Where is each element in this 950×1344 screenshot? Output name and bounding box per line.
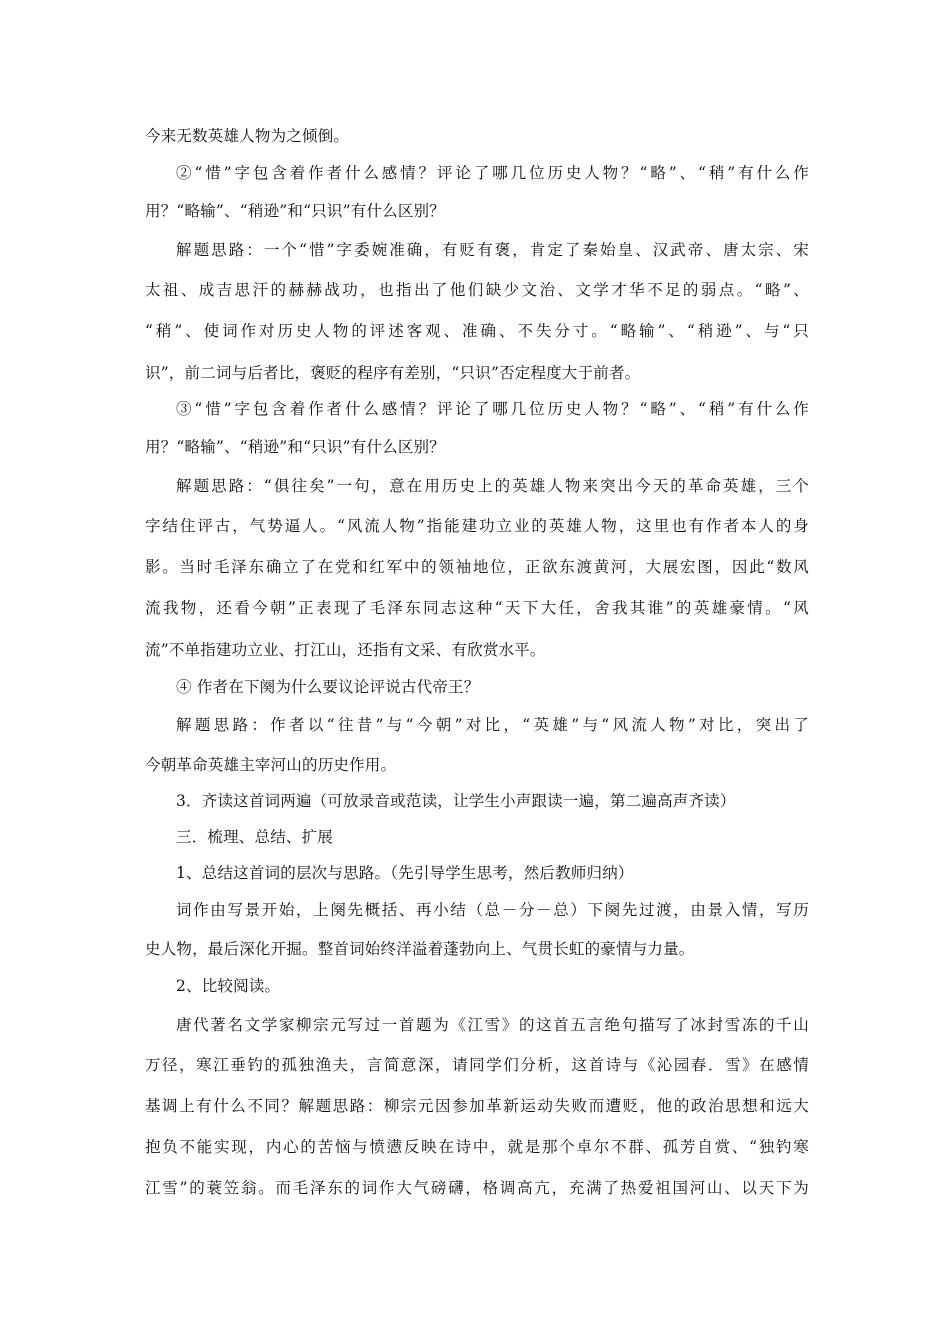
text-line-7: 识”，前二词与后者比，褒贬的程序有差别，“只识”否定程度大于前者。 <box>145 364 641 382</box>
text-line-25: 万径，寒江垂钓的孤独渔夫，言简意深，请同学们分析，这首诗与《沁园春．雪》在感情 <box>145 1056 809 1074</box>
text-line-5: 太祖、成吉思汗的赫赫战功，也指出了他们缺少文治、文学才华不足的弱点。“略”、 <box>145 281 809 299</box>
text-line-24: 唐代著名文学家柳宗元写过一首题为《江雪》的这首五言绝句描写了冰封雪冻的千山 <box>176 1016 809 1034</box>
text-line-28: 江雪”的蓑笠翁。而毛泽东的词作大气磅礴，格调高亢，充满了热爱祖国河山、以天下为 <box>145 1179 809 1197</box>
text-line-27: 抱负不能实现，内心的苦恼与愤懑反映在诗中，就是那个卓尔不群、孤芳自赏、“独钓寒 <box>145 1138 809 1156</box>
text-line-26: 基调上有什么不同？解题思路：柳宗元因参加革新运动失败而遭贬，他的政治思想和远大 <box>145 1097 809 1115</box>
text-line-14: 流”不单指建功立业、打江山，还指有文采、有欣赏水平。 <box>145 641 546 659</box>
text-line-10: 解题思路：“俱往矣”一句，意在用历史上的英雄人物来突出今天的革命英雄，三个 <box>176 477 809 495</box>
text-line-19: 三．梳理、总结、扩展 <box>176 828 334 846</box>
text-line-15: ④ 作者在下阕为什么要议论评说古代帝王？ <box>176 678 480 696</box>
text-line-23: 2、比较阅读。 <box>176 977 281 995</box>
text-line-2: ②“惜”字包含着作者什么感情？评论了哪几位历史人物？“略”、“稍”有什么作 <box>176 164 809 182</box>
text-line-9: 用？“略输”、“稍逊”和“只识”有什么区别？ <box>145 438 445 456</box>
text-line-16: 解题思路：作者以“往昔”与“今朝”对比，“英雄”与“风流人物”对比，突出了 <box>176 716 809 734</box>
text-line-22: 史人物，最后深化开掘。整首词始终洋溢着蓬勃向上、气贯长虹的豪情与力量。 <box>145 940 695 958</box>
text-line-17: 今朝革命英雄主宰河山的历史作用。 <box>145 756 397 774</box>
text-line-12: 影。当时毛泽东确立了在党和红军中的领袖地位，正欲东渡黄河，大展宏图，因此“数风 <box>145 558 809 576</box>
text-line-4: 解题思路：一个“惜”字委婉准确，有贬有褒，肯定了秦始皇、汉武帝、唐太宗、宋 <box>176 241 809 259</box>
text-line-1: 今来无数英雄人物为之倾倒。 <box>145 127 350 145</box>
text-line-21: 词作由写景开始，上阕先概括、再小结（总－分－总）下阕先过渡，由景入情，写历 <box>176 901 809 919</box>
text-line-18: 3．齐读这首词两遍（可放录音或范读，让学生小声跟读一遍，第二遍高声齐读） <box>176 792 736 810</box>
text-line-6: “稍”、使词作对历史人物的评述客观、准确、不失分寸。“略输”、“稍逊”、与“只 <box>145 322 809 340</box>
text-line-3: 用？“略输”、“稍逊”和“只识”有什么区别？ <box>145 202 445 220</box>
text-line-20: 1、总结这首词的层次与思路。（先引导学生思考，然后教师归纳） <box>176 864 634 882</box>
text-line-13: 流我物，还看今朝”正表现了毛泽东同志这种“天下大任，舍我其谁”的英雄豪情。“风 <box>145 599 809 617</box>
text-line-11: 字结住评古，气势逼人。“风流人物”指能建功立业的英雄人物，这里也有作者本人的身 <box>145 517 809 535</box>
text-line-8: ③“惜”字包含着作者什么感情？评论了哪几位历史人物？“略”、“稍”有什么作 <box>176 400 809 418</box>
